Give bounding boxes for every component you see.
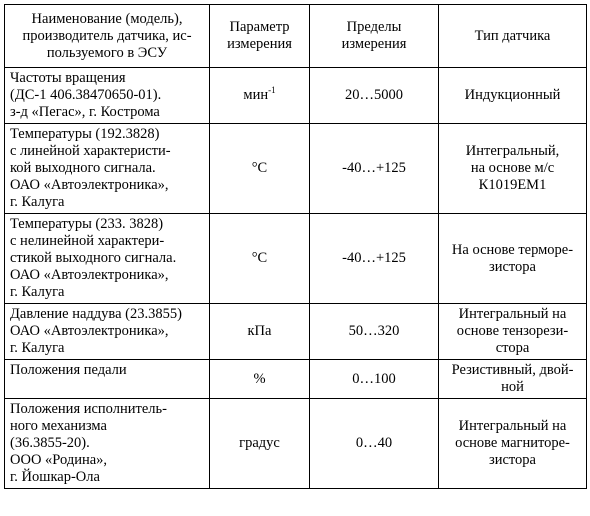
cell-param — [210, 304, 310, 360]
cell-line: ного механизма — [10, 418, 107, 434]
cell-line: Резистивный, двой- — [451, 362, 574, 378]
param-unit: °C — [251, 160, 268, 176]
header-type — [439, 5, 587, 68]
cell-line: Положения исполнитель- — [10, 401, 167, 417]
cell-line: з-д «Пегас», г. Кострома — [10, 104, 160, 120]
cell-line: Положения педали — [10, 362, 127, 378]
cell-line: Температуры (192.3828) — [10, 126, 160, 142]
table-row — [5, 124, 587, 214]
cell-type — [439, 360, 587, 399]
cell-line: Температуры (233. 3828) — [10, 216, 164, 232]
cell-line: стора — [495, 340, 530, 356]
header-line: измерения — [227, 36, 292, 52]
cell-line: кой выходного сигнала. — [10, 160, 156, 176]
cell-line: На основе терморе- — [451, 241, 574, 258]
table-row — [5, 360, 587, 399]
header-line: измерения — [341, 36, 407, 52]
cell-range: -40…+125 — [310, 124, 439, 214]
param-unit: мин — [243, 87, 269, 103]
table-row — [5, 214, 587, 304]
header-line: Пределы — [346, 19, 402, 35]
cell-range: -40…+125 — [310, 214, 439, 304]
param-unit: кПа — [247, 323, 272, 339]
table-row — [5, 304, 587, 360]
cell-type — [439, 399, 587, 489]
cell-line: ОАО «Автоэлектроника», — [10, 267, 169, 283]
cell-param — [210, 68, 310, 124]
cell-line: ОАО «Автоэлектроника», — [10, 177, 169, 193]
cell-param — [210, 214, 310, 304]
cell-type — [439, 214, 587, 304]
param-unit: % — [253, 370, 266, 387]
cell-line: основе тензорези- — [456, 323, 569, 339]
cell-line: с линейной характеристи- — [10, 143, 171, 159]
sensor-table — [4, 4, 587, 489]
cell-line: Частоты вращения — [10, 70, 126, 86]
cell-line: К1019ЕМ1 — [478, 177, 547, 193]
cell-line: ОАО «Автоэлектроника», — [10, 323, 169, 339]
cell-name — [5, 214, 210, 304]
cell-name — [5, 399, 210, 489]
cell-line: ООО «Родина», — [10, 452, 108, 468]
table-row — [5, 399, 587, 489]
header-name — [5, 5, 210, 68]
cell-line: Давление наддува (23.3855) — [10, 306, 182, 322]
cell-line: Индукционный — [464, 87, 561, 103]
cell-param — [210, 399, 310, 489]
cell-type — [439, 68, 587, 124]
cell-line: Интегральный, — [465, 143, 560, 159]
header-param — [210, 5, 310, 68]
cell-line: зистора — [488, 258, 536, 275]
cell-param — [210, 360, 310, 399]
header-line: Параметр — [229, 19, 290, 35]
cell-range: 20…5000 — [310, 68, 439, 124]
cell-line: г. Йошкар-Ола — [10, 469, 100, 485]
header-line: Тип датчика — [474, 27, 551, 44]
cell-line: ной — [501, 379, 524, 395]
cell-type — [439, 304, 587, 360]
cell-line: (ДС-1 406.38470650-01). — [10, 87, 162, 103]
cell-line: г. Калуга — [10, 194, 65, 210]
cell-name — [5, 124, 210, 214]
cell-line: Интегральный на — [458, 418, 567, 434]
header-line: производитель датчика, ис- — [22, 27, 192, 44]
header-line: пользуемого в ЭСУ — [46, 44, 168, 61]
header-range — [310, 5, 439, 68]
cell-param — [210, 124, 310, 214]
table-row — [5, 68, 587, 124]
header-line: Наименование (модель), — [31, 10, 183, 27]
cell-line: г. Калуга — [10, 284, 65, 300]
param-unit: градус — [239, 435, 280, 451]
header-row — [5, 5, 587, 68]
cell-line: (36.3855-20). — [10, 435, 90, 451]
cell-name — [5, 68, 210, 124]
cell-range: 0…40 — [310, 399, 439, 489]
cell-type — [439, 124, 587, 214]
cell-name — [5, 360, 210, 399]
cell-line: основе магниторе- — [455, 435, 570, 451]
cell-line: на основе м/с — [470, 160, 555, 176]
cell-line: с нелинейной характери- — [10, 233, 165, 249]
param-superscript: -1 — [268, 85, 276, 95]
cell-range: 50…320 — [310, 304, 439, 360]
cell-line: г. Калуга — [10, 340, 65, 356]
cell-line: зистора — [488, 452, 536, 468]
cell-line: стикой выходного сигнала. — [10, 250, 177, 266]
param-unit: °C — [251, 250, 268, 266]
cell-range: 0…100 — [310, 360, 439, 399]
cell-name — [5, 304, 210, 360]
cell-line: Интегральный на — [458, 306, 567, 322]
